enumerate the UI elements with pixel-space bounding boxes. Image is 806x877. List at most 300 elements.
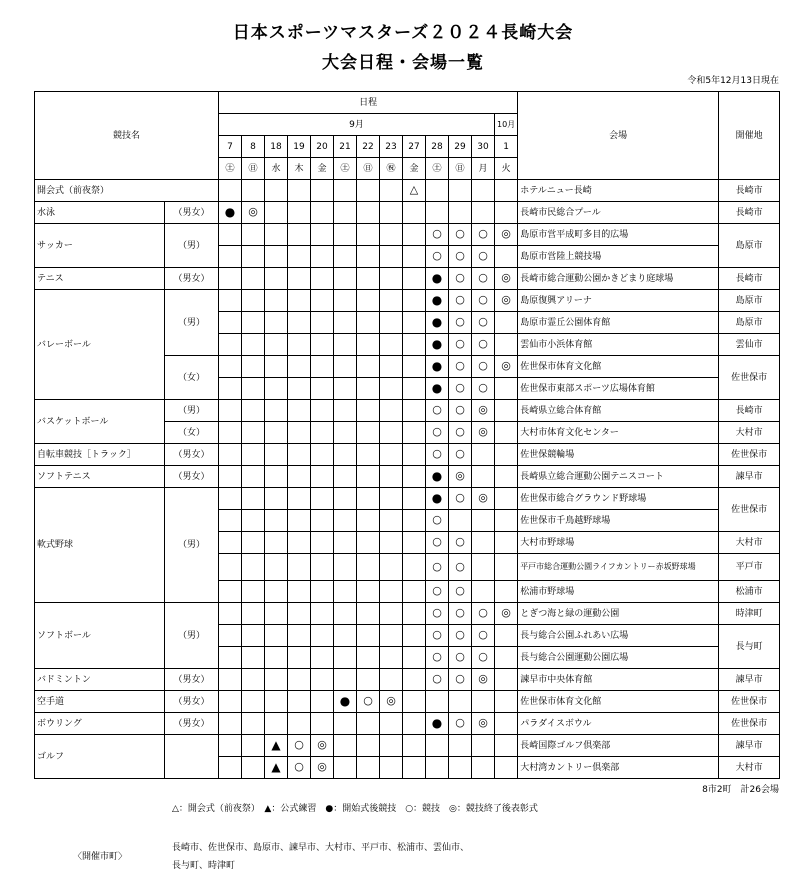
schedule-cell [380,581,403,603]
venue-name: 大村市体育文化センター [518,422,719,444]
schedule-mark: ○ [455,249,465,262]
event-gender: （男女） [165,691,219,713]
schedule-cell [242,647,265,669]
schedule-cell [311,246,334,268]
schedule-cell [357,444,380,466]
schedule-cell [403,356,426,378]
host-city: 島原市 [719,290,780,312]
schedule-cell [334,647,357,669]
schedule-cell [311,356,334,378]
schedule-cell [288,202,311,224]
header-city: 開催地 [719,92,780,180]
schedule-cell [219,378,242,400]
venue-name: 長崎県立総合体育館 [518,400,719,422]
venue-name: ホテルニュー長崎 [518,180,719,202]
schedule-cell [242,488,265,510]
schedule-cell [495,488,518,510]
schedule-mark: ● [431,490,443,505]
schedule-mark: ○ [455,491,465,504]
schedule-cell [449,400,472,422]
schedule-cell [265,625,288,647]
event-name: 開会式（前夜祭） [35,180,219,202]
header-weekday: ㊏ [334,158,357,180]
schedule-cell [288,691,311,713]
schedule-cell [334,735,357,757]
schedule-cell [495,202,518,224]
schedule-cell [403,444,426,466]
schedule-cell [380,625,403,647]
table-row [35,444,780,466]
schedule-cell [426,334,449,356]
schedule-cell [334,466,357,488]
host-cities-label: 〈開催市町〉 [73,852,128,862]
schedule-cell [472,356,495,378]
schedule-cell [495,735,518,757]
event-gender: （男） [165,488,219,603]
schedule-cell [265,532,288,554]
venue-name: 佐世保市東部スポーツ広場体育館 [518,378,719,400]
schedule-cell [495,356,518,378]
schedule-cell [334,603,357,625]
schedule-cell [311,488,334,510]
schedule-cell [449,625,472,647]
schedule-cell [380,400,403,422]
schedule-cell [288,757,311,779]
header-weekday: ㊐ [242,158,265,180]
schedule-mark: ◎ [478,716,488,729]
header-month-oct: 10月 [495,114,518,136]
legend: △：開会式（前夜祭） ▲：公式練習 ●：開始式後競技 ○：競技 ◎：競技終了後表彰式 [172,804,538,814]
event-gender: （男女） [165,444,219,466]
schedule-mark: ◎ [455,469,465,482]
schedule-cell [265,180,288,202]
schedule-cell [265,510,288,532]
schedule-cell [449,378,472,400]
schedule-cell [449,466,472,488]
schedule-cell [357,202,380,224]
schedule-mark: ○ [478,337,488,350]
schedule-cell [403,290,426,312]
schedule-cell [334,312,357,334]
host-city: 佐世保市 [719,444,780,466]
venue-name: 大村市野球場 [518,532,719,554]
schedule-cell [219,224,242,246]
schedule-cell [311,647,334,669]
host-city: 佐世保市 [719,713,780,735]
schedule-cell [311,581,334,603]
schedule-cell [495,691,518,713]
schedule-cell [242,581,265,603]
schedule-mark: ● [224,204,236,219]
schedule-cell [380,444,403,466]
schedule-cell [403,268,426,290]
schedule-cell [219,290,242,312]
schedule-cell [311,510,334,532]
schedule-cell [311,290,334,312]
event-gender: （女） [165,422,219,444]
header-day: 19 [288,136,311,158]
schedule-cell [449,290,472,312]
schedule-cell [219,444,242,466]
schedule-cell [242,422,265,444]
schedule-cell [219,488,242,510]
schedule-cell [265,713,288,735]
schedule-mark: ◎ [317,738,327,751]
schedule-cell [380,202,403,224]
schedule-cell [426,312,449,334]
schedule-cell [219,510,242,532]
schedule-cell [357,268,380,290]
schedule-cell [219,581,242,603]
schedule-cell [357,757,380,779]
schedule-cell [449,312,472,334]
schedule-cell [472,510,495,532]
schedule-mark: ○ [455,628,465,641]
schedule-mark: ○ [455,650,465,663]
schedule-cell [472,422,495,444]
venue-name: 長崎国際ゴルフ倶楽部 [518,735,719,757]
schedule-cell [311,180,334,202]
schedule-cell [265,378,288,400]
schedule-cell [380,603,403,625]
schedule-mark: ● [431,380,443,395]
schedule-cell [357,713,380,735]
header-day: 29 [449,136,472,158]
schedule-cell [495,713,518,735]
schedule-cell [449,554,472,581]
schedule-cell [219,647,242,669]
schedule-mark: ○ [432,403,442,416]
schedule-cell [265,669,288,691]
schedule-cell [495,422,518,444]
schedule-mark: ○ [455,337,465,350]
schedule-cell [265,647,288,669]
schedule-cell [357,603,380,625]
schedule-cell [334,422,357,444]
schedule-cell [265,290,288,312]
schedule-cell [380,334,403,356]
schedule-cell [242,466,265,488]
schedule-cell [265,334,288,356]
header-day: 28 [426,136,449,158]
schedule-mark: ○ [294,738,304,751]
schedule-cell [219,268,242,290]
schedule-cell [495,603,518,625]
schedule-cell [311,757,334,779]
schedule-cell [472,466,495,488]
event-name: 軟式野球 [35,488,165,603]
schedule-cell [357,356,380,378]
schedule-cell [380,312,403,334]
host-city: 長与町 [719,625,780,669]
host-city: 諫早市 [719,669,780,691]
schedule-cell [495,647,518,669]
schedule-cell [472,202,495,224]
schedule-mark: ○ [455,716,465,729]
schedule-cell [472,488,495,510]
schedule-cell [265,554,288,581]
schedule-mark: ○ [432,606,442,619]
header-day: 7 [219,136,242,158]
header-month-sep: 9月 [219,114,495,136]
schedule-mark: ○ [455,584,465,597]
schedule-cell [380,669,403,691]
schedule-cell [288,224,311,246]
schedule-cell [265,444,288,466]
schedule-cell [472,603,495,625]
schedule-cell [311,202,334,224]
schedule-cell [242,554,265,581]
schedule-cell [472,625,495,647]
schedule-cell [426,669,449,691]
schedule-mark: △ [409,183,419,196]
schedule-cell [311,532,334,554]
schedule-cell [495,400,518,422]
schedule-cell [334,669,357,691]
schedule-cell [288,246,311,268]
schedule-cell [265,735,288,757]
event-gender: （男女） [165,669,219,691]
schedule-cell [380,224,403,246]
schedule-cell [426,554,449,581]
schedule-cell [288,312,311,334]
schedule-mark: ◎ [478,672,488,685]
schedule-mark: ● [431,715,443,730]
host-city: 長崎市 [719,268,780,290]
schedule-cell [311,691,334,713]
header-weekday: 木 [288,158,311,180]
schedule-cell [380,246,403,268]
schedule-mark: ◎ [501,227,511,240]
schedule-cell [426,532,449,554]
event-name: ソフトボール [35,603,165,669]
header-day: 18 [265,136,288,158]
schedule-cell [426,246,449,268]
schedule-cell [449,268,472,290]
event-name: テニス [35,268,165,290]
header-day: 23 [380,136,403,158]
host-city: 諫早市 [719,735,780,757]
venue-name: 諫早市中央体育館 [518,669,719,691]
table-row [35,691,780,713]
schedule-cell [403,554,426,581]
schedule-cell [403,180,426,202]
host-city: 大村市 [719,757,780,779]
schedule-mark: ○ [455,606,465,619]
schedule-cell [495,334,518,356]
event-name: 空手道 [35,691,165,713]
schedule-cell [242,669,265,691]
host-city: 島原市 [719,224,780,268]
schedule-cell [334,713,357,735]
schedule-cell [380,647,403,669]
schedule-cell [472,246,495,268]
schedule-cell [403,757,426,779]
header-weekday: 月 [472,158,495,180]
schedule-cell [449,757,472,779]
schedule-cell [334,400,357,422]
schedule-cell [426,713,449,735]
schedule-cell [357,554,380,581]
host-city: 諫早市 [719,466,780,488]
host-city: 佐世保市 [719,356,780,400]
schedule-cell [265,268,288,290]
venue-name: 佐世保市体育文化館 [518,691,719,713]
header-day: 30 [472,136,495,158]
venue-name: 島原市営陸上競技場 [518,246,719,268]
schedule-cell [357,625,380,647]
schedule-cell [357,669,380,691]
schedule-cell [242,625,265,647]
schedule-cell [334,224,357,246]
schedule-cell [242,356,265,378]
schedule-cell [265,202,288,224]
schedule-cell [380,510,403,532]
schedule-cell [311,400,334,422]
schedule-cell [357,246,380,268]
schedule-cell [426,180,449,202]
schedule-mark: ● [431,270,443,285]
schedule-cell [472,647,495,669]
schedule-cell [403,581,426,603]
schedule-cell [311,334,334,356]
schedule-cell [242,603,265,625]
host-city: 長崎市 [719,202,780,224]
header-weekday: 水 [265,158,288,180]
schedule-cell [311,422,334,444]
schedule-cell [495,378,518,400]
table-row [35,713,780,735]
schedule-cell [288,735,311,757]
event-name: サッカー [35,224,165,268]
schedule-cell [219,757,242,779]
schedule-cell [472,378,495,400]
schedule-cell [357,647,380,669]
schedule-cell [219,180,242,202]
schedule-cell [357,532,380,554]
table-row [35,488,780,510]
header-weekday: ㊏ [219,158,242,180]
schedule-cell [449,488,472,510]
schedule-mark: ● [431,358,443,373]
event-name: 水泳 [35,202,165,224]
schedule-cell [311,224,334,246]
schedule-mark: ◎ [478,403,488,416]
venue-name: とぎつ海と緑の運動公園 [518,603,719,625]
schedule-mark: ○ [432,672,442,685]
schedule-cell [403,334,426,356]
event-gender: （男） [165,400,219,422]
schedule-cell [311,268,334,290]
schedule-cell [288,647,311,669]
schedule-mark: ● [431,292,443,307]
schedule-cell [495,180,518,202]
schedule-cell [495,466,518,488]
schedule-cell [311,554,334,581]
schedule-cell [449,224,472,246]
schedule-mark: ● [339,693,351,708]
schedule-cell [357,224,380,246]
schedule-cell [311,713,334,735]
schedule-cell [403,532,426,554]
schedule-cell [334,581,357,603]
schedule-cell [242,378,265,400]
schedule-cell [472,290,495,312]
schedule-cell [288,268,311,290]
schedule-cell [311,669,334,691]
schedule-cell [403,510,426,532]
schedule-cell [426,625,449,647]
schedule-mark: ◎ [501,293,511,306]
schedule-cell [403,603,426,625]
schedule-cell [472,400,495,422]
schedule-cell [426,510,449,532]
schedule-cell [265,581,288,603]
schedule-cell [495,268,518,290]
schedule-cell [449,532,472,554]
header-weekday: ㊏ [426,158,449,180]
schedule-cell [334,625,357,647]
page-title: 日本スポーツマスターズ２０２４長崎大会 [232,23,574,43]
schedule-mark: ○ [455,535,465,548]
schedule-cell [219,202,242,224]
schedule-mark: ○ [432,584,442,597]
schedule-cell [495,290,518,312]
venue-name: 平戸市総合運動公園ライフカントリー赤坂野球場 [518,554,719,581]
schedule-mark: ○ [478,359,488,372]
event-gender: （男） [165,224,219,268]
event-gender: （女） [165,356,219,400]
schedule-cell [426,202,449,224]
schedule-cell [357,334,380,356]
schedule-cell [495,246,518,268]
schedule-cell [265,757,288,779]
schedule-cell [242,268,265,290]
schedule-mark: ○ [455,271,465,284]
schedule-cell [495,581,518,603]
schedule-cell [242,290,265,312]
schedule-cell [472,224,495,246]
header-weekday: ㊗ [380,158,403,180]
schedule-mark: ◎ [478,425,488,438]
schedule-cell [403,669,426,691]
schedule-mark: ○ [432,559,442,573]
schedule-mark: ○ [455,559,465,573]
schedule-mark: ○ [432,513,442,526]
schedule-cell [495,510,518,532]
schedule-cell [426,422,449,444]
schedule-cell [242,532,265,554]
host-city: 佐世保市 [719,691,780,713]
schedule-mark: ▲ [271,759,281,774]
schedule-cell [380,532,403,554]
schedule-mark: ◎ [501,606,511,619]
schedule-mark: ○ [455,403,465,416]
schedule-cell [265,312,288,334]
event-gender: （男女） [165,268,219,290]
schedule-cell [449,713,472,735]
schedule-mark: ◎ [386,694,396,707]
schedule-cell [334,691,357,713]
schedule-cell [449,422,472,444]
schedule-cell [380,180,403,202]
schedule-cell [403,713,426,735]
table-row [35,466,780,488]
schedule-cell [357,290,380,312]
venue-name: 島原復興アリーナ [518,290,719,312]
schedule-cell [472,581,495,603]
schedule-mark: ○ [478,249,488,262]
